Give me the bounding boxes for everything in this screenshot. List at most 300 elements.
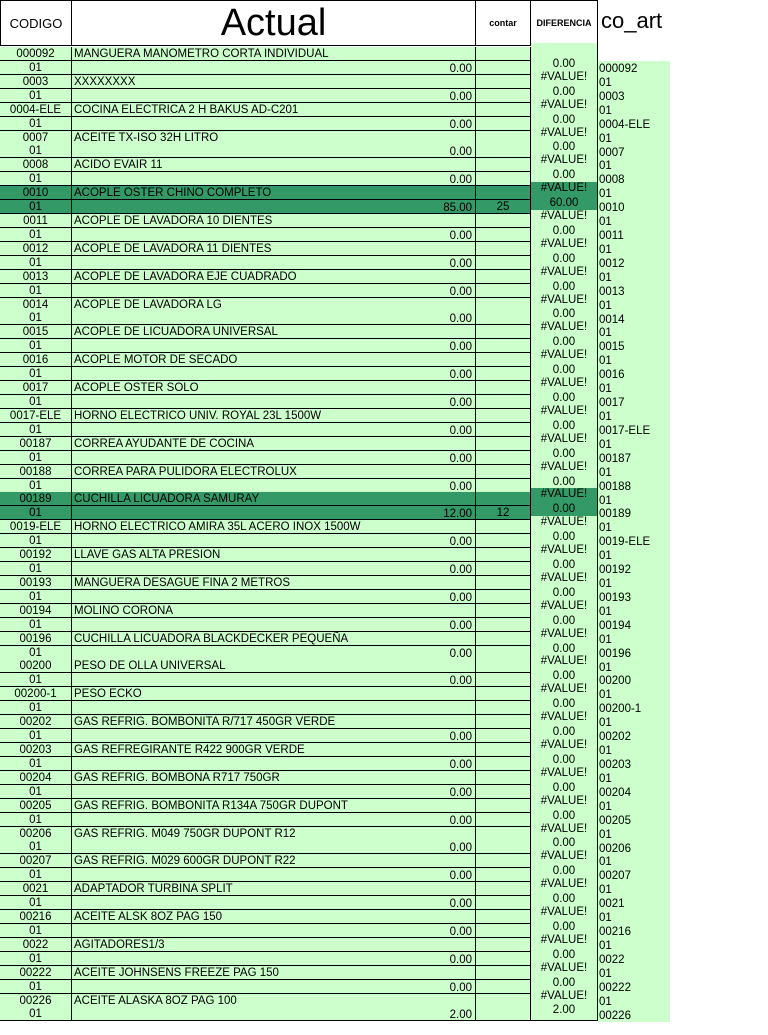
item-diferencia-value-cell[interactable]: 0.00 [531,865,598,882]
item-code-cell[interactable]: 0008 [0,158,72,172]
item-description-cell[interactable]: MANGUERA MANOMETRO CORTA INDIVIDUAL [72,47,476,61]
item-contar-cell[interactable] [476,687,531,701]
item-subcode-cell[interactable]: 01 [0,451,72,465]
item-subcode-cell[interactable]: 01 [0,840,72,854]
item-subcode-cell[interactable]: 01 [0,172,72,186]
item-diferencia-value-cell[interactable]: 0.00 [531,587,598,604]
item-diferencia-value-cell[interactable]: 0.00 [531,782,598,799]
item-code-cell[interactable]: 0003 [0,75,72,89]
item-subcode-cell[interactable]: 01 [0,144,72,158]
item-diferencia-cell[interactable]: #VALUE! [531,711,598,729]
item-contar-value-cell[interactable] [476,423,531,437]
item-contar-cell[interactable] [476,409,531,423]
item-description-cell[interactable]: LLAVE GAS ALTA PRESION [72,548,476,562]
item-code-cell[interactable]: 0021 [0,882,72,896]
item-description-cell[interactable]: ACIDO EVAIR 11 [72,158,476,172]
item-contar-value-cell[interactable] [476,1007,531,1021]
item-contar-cell[interactable] [476,576,531,590]
item-code-cell[interactable]: 00200 [0,659,72,673]
item-diferencia-value-cell[interactable]: 0.00 [531,225,598,242]
item-description-cell[interactable]: ACOPLE MOTOR DE SECADO [72,353,476,367]
item-diferencia-value-cell[interactable]: 0.00 [531,281,598,298]
item-contar-value-cell[interactable] [476,924,531,938]
item-subcode-cell[interactable]: 01 [0,757,72,771]
item-contar-value-cell[interactable] [476,284,531,298]
co-art-code-cell[interactable]: 0012 [599,257,625,270]
co-art-sub-cell[interactable]: 01 [599,661,612,674]
item-contar-cell[interactable] [476,298,531,312]
item-contar-cell[interactable] [476,604,531,618]
item-contar-cell[interactable] [476,938,531,952]
item-diferencia-value-cell[interactable]: 0.00 [531,698,598,715]
co-art-sub-cell[interactable]: 01 [599,383,612,396]
item-contar-value-cell[interactable] [476,395,531,409]
co-art-sub-cell[interactable]: 01 [599,327,612,340]
item-description-cell[interactable]: ACOPLE DE LAVADORA 10 DIENTES [72,214,476,228]
item-contar-cell[interactable] [476,353,531,367]
co-art-sub-cell[interactable]: 01 [599,550,612,563]
item-diferencia-cell[interactable]: #VALUE! [531,99,598,117]
item-code-cell[interactable]: 00206 [0,827,72,841]
item-actual-value-cell[interactable]: 0.00 [72,339,476,353]
item-diferencia-value-cell[interactable]: 0.00 [531,253,598,270]
item-diferencia-cell[interactable]: #VALUE! [531,544,598,562]
item-description-cell[interactable]: ACOPLE DE LICUADORA UNIVERSAL [72,325,476,339]
item-subcode-cell[interactable]: 01 [0,952,72,966]
item-actual-value-cell[interactable]: 0.00 [72,117,476,131]
co-art-code-cell[interactable]: 0003 [599,90,625,103]
item-contar-value-cell[interactable] [476,980,531,994]
item-code-cell[interactable]: 00204 [0,771,72,785]
co-art-code-cell[interactable]: 00203 [599,759,631,771]
item-subcode-cell[interactable]: 01 [0,646,72,660]
item-subcode-cell[interactable]: 01 [0,395,72,409]
co-art-sub-cell[interactable]: 01 [599,216,612,229]
column-header-actual[interactable]: Actual [72,0,476,46]
item-contar-value-cell[interactable] [476,144,531,158]
item-code-cell[interactable]: 0017-ELE [0,409,72,423]
co-art-code-cell[interactable]: 0017 [599,397,625,410]
item-description-cell[interactable]: PESO ECKO [72,687,476,701]
item-code-cell[interactable]: 0015 [0,325,72,339]
co-art-code-cell[interactable]: 0008 [599,174,625,187]
item-diferencia-cell[interactable]: #VALUE! [531,683,598,701]
item-subcode-cell[interactable]: 01 [0,479,72,493]
item-subcode-cell[interactable]: 01 [0,89,72,103]
item-subcode-cell[interactable]: 01 [0,61,72,75]
item-diferencia-cell[interactable]: #VALUE! [531,127,598,145]
co-art-code-cell[interactable]: 00194 [599,619,631,632]
co-art-sub-cell[interactable]: 01 [599,995,612,1008]
co-art-sub-cell[interactable]: 01 [599,188,612,201]
item-diferencia-value-cell[interactable]: 0.00 [531,559,598,576]
item-code-cell[interactable]: 00202 [0,715,72,729]
item-actual-value-cell[interactable]: 0.00 [72,673,476,687]
item-contar-value-cell[interactable] [476,896,531,910]
item-code-cell[interactable]: 00226 [0,994,72,1008]
item-contar-cell[interactable] [476,270,531,284]
item-actual-value-cell[interactable]: 85.00 [72,200,476,214]
item-subcode-cell[interactable]: 01 [0,256,72,270]
item-diferencia-cell[interactable]: #VALUE! [531,934,598,952]
item-diferencia-cell[interactable]: #VALUE! [531,377,598,395]
item-contar-value-cell[interactable] [476,952,531,966]
co-art-code-cell[interactable]: 00193 [599,591,631,604]
column-header-contar[interactable]: contar [476,0,531,46]
co-art-sub-cell[interactable]: 01 [599,828,612,841]
item-subcode-cell[interactable]: 01 [0,785,72,799]
item-diferencia-value-cell[interactable]: 0.00 [531,949,598,966]
co-art-sub-cell[interactable]: 01 [599,912,612,925]
item-diferencia-value-cell[interactable]: 0.00 [531,476,598,493]
item-actual-value-cell[interactable]: 0.00 [72,89,476,103]
item-code-cell[interactable]: 00187 [0,437,72,451]
item-diferencia-value-cell[interactable]: 0.00 [531,364,598,381]
item-contar-value-cell[interactable] [476,534,531,548]
item-diferencia-value-cell[interactable]: 0.00 [531,643,598,660]
item-actual-value-cell[interactable]: 2.00 [72,1007,476,1021]
co-art-sub-cell[interactable]: 01 [599,689,612,702]
item-description-cell[interactable]: AGITADORES1/3 [72,938,476,952]
item-actual-value-cell[interactable]: 0.00 [72,284,476,298]
item-contar-value-cell[interactable] [476,117,531,131]
item-diferencia-cell[interactable]: #VALUE! [531,294,598,312]
item-diferencia-value-cell[interactable]: 0.00 [531,58,598,75]
item-subcode-cell[interactable]: 01 [0,200,72,214]
item-diferencia-value-cell[interactable]: 0.00 [531,977,598,994]
co-art-sub-cell[interactable]: 01 [599,856,612,869]
co-art-code-cell[interactable]: 0015 [599,341,625,354]
co-art-code-cell[interactable]: 0004-ELE [599,118,651,131]
item-contar-cell[interactable] [476,994,531,1008]
item-code-cell[interactable]: 00194 [0,604,72,618]
item-diferencia-value-cell[interactable]: 0.00 [531,86,598,103]
item-description-cell[interactable]: MOLINO CORONA [72,604,476,618]
item-diferencia-value-cell[interactable]: 0.00 [531,336,598,353]
item-subcode-cell[interactable]: 01 [0,618,72,632]
item-code-cell[interactable]: 00207 [0,854,72,868]
item-actual-value-cell[interactable]: 0.00 [72,562,476,576]
item-contar-value-cell[interactable] [476,646,531,660]
co-art-code-cell[interactable]: 00196 [599,647,631,660]
column-header-diferencia[interactable]: DIFERENCIA [531,0,598,46]
item-contar-value-cell[interactable] [476,785,531,799]
item-diferencia-cell[interactable]: #VALUE! [531,739,598,757]
item-contar-cell[interactable] [476,910,531,924]
item-contar-cell[interactable] [476,771,531,785]
item-description-cell[interactable]: GAS REFRIG. BOMBONITA R134A 750GR DUPONT [72,799,476,813]
item-diferencia-value-cell[interactable]: 0.00 [531,670,598,687]
item-description-cell[interactable]: ACEITE TX-ISO 32H LITRO [72,131,476,145]
item-code-cell[interactable]: 00216 [0,910,72,924]
co-art-code-cell[interactable]: 00206 [599,842,631,855]
item-code-cell[interactable]: 00205 [0,799,72,813]
item-contar-value-cell[interactable] [476,840,531,854]
co-art-code-cell[interactable]: 00216 [599,926,631,939]
item-diferencia-cell[interactable]: #VALUE! [531,600,598,618]
item-contar-value-cell[interactable] [476,172,531,186]
item-subcode-cell[interactable]: 01 [0,813,72,827]
co-art-code-cell[interactable]: 00207 [599,870,631,883]
item-description-cell[interactable]: ACEITE ALSK 8OZ PAG 150 [72,910,476,924]
item-contar-cell[interactable] [476,75,531,89]
item-actual-value-cell[interactable]: 0.00 [72,256,476,270]
item-code-cell[interactable]: 000092 [0,47,72,61]
item-actual-value-cell[interactable]: 0.00 [72,61,476,75]
item-code-cell[interactable]: 0014 [0,298,72,312]
item-code-cell[interactable]: 0004-ELE [0,103,72,117]
co-art-sub-cell[interactable]: 01 [599,800,612,813]
co-art-sub-cell[interactable]: 01 [599,522,612,535]
item-description-cell[interactable]: CUCHILLA LICUADORA BLACKDECKER PEQUEÑA [72,632,476,646]
item-description-cell[interactable]: GAS REFRIG. BOMBONA R717 750GR [72,771,476,785]
co-art-code-cell[interactable]: 0011 [599,230,624,243]
item-contar-value-cell[interactable] [476,590,531,604]
co-art-sub-cell[interactable]: 01 [599,271,612,284]
item-code-cell[interactable]: 00193 [0,576,72,590]
item-code-cell[interactable]: 0011 [0,214,72,228]
item-diferencia-cell[interactable]: #VALUE! [531,990,598,1008]
item-actual-value-cell[interactable]: 12.00 [72,506,476,520]
item-code-cell[interactable]: 00196 [0,632,72,646]
co-art-code-cell[interactable]: 00200-1 [599,703,642,716]
item-subcode-cell[interactable]: 01 [0,367,72,381]
item-actual-value-cell[interactable]: 0.00 [72,980,476,994]
item-contar-cell[interactable] [476,325,531,339]
co-art-sub-cell[interactable]: 01 [599,884,612,897]
item-diferencia-cell[interactable]: #VALUE! [531,405,598,423]
item-diferencia-cell[interactable]: #VALUE! [531,906,598,924]
item-diferencia-cell[interactable]: #VALUE! [531,823,598,841]
item-subcode-cell[interactable]: 01 [0,868,72,882]
item-code-cell[interactable]: 00189 [0,492,72,506]
item-diferencia-value-cell[interactable]: 0.00 [531,531,598,548]
item-subcode-cell[interactable]: 01 [0,896,72,910]
item-subcode-cell[interactable]: 01 [0,701,72,715]
item-diferencia-value-cell[interactable]: 0.00 [531,921,598,938]
co-art-sub-cell[interactable]: 01 [599,299,612,312]
item-description-cell[interactable]: ACOPLE DE LAVADORA 11 DIENTES [72,242,476,256]
co-art-code-cell[interactable]: 0017-ELE [599,424,651,437]
item-diferencia-cell[interactable]: #VALUE! [531,516,598,534]
item-contar-value-cell[interactable]: 12 [476,506,531,520]
item-diferencia-cell[interactable]: #VALUE! [531,962,598,980]
co-art-code-cell[interactable]: 00226 [599,1009,631,1022]
item-actual-value-cell[interactable]: 0.00 [72,646,476,660]
item-contar-cell[interactable] [476,465,531,479]
co-art-code-cell[interactable]: 00187 [599,452,631,465]
item-actual-value-cell[interactable]: 0.00 [72,311,476,325]
item-subcode-cell[interactable]: 01 [0,534,72,548]
item-code-cell[interactable]: 0016 [0,353,72,367]
co-art-sub-cell[interactable]: 01 [599,772,612,785]
item-diferencia-value-cell[interactable]: 0.00 [531,308,598,325]
item-diferencia-value-cell[interactable]: 0.00 [531,503,598,520]
item-subcode-cell[interactable]: 01 [0,1007,72,1021]
item-actual-value-cell[interactable]: 0.00 [72,840,476,854]
co-art-code-cell[interactable]: 0016 [599,369,625,382]
item-description-cell[interactable]: HORNO ELECTRICO UNIV. ROYAL 23L 1500W [72,409,476,423]
item-code-cell[interactable]: 00192 [0,548,72,562]
co-art-sub-cell[interactable]: 01 [599,967,612,980]
item-actual-value-cell[interactable]: 0.00 [72,757,476,771]
item-code-cell[interactable]: 0013 [0,270,72,284]
item-subcode-cell[interactable]: 01 [0,339,72,353]
item-diferencia-value-cell[interactable]: 60.00 [531,197,598,214]
item-diferencia-value-cell[interactable]: 0.00 [531,420,598,437]
item-contar-cell[interactable] [476,520,531,534]
item-description-cell[interactable]: XXXXXXXX [72,75,476,89]
item-description-cell[interactable]: MANGUERA DESAGUE FINA 2 METROS [72,576,476,590]
co-art-sub-cell[interactable]: 01 [599,633,612,646]
item-description-cell[interactable]: PESO DE OLLA UNIVERSAL [72,659,476,673]
item-diferencia-cell[interactable]: #VALUE! [531,572,598,590]
item-contar-value-cell[interactable] [476,256,531,270]
item-contar-value-cell[interactable] [476,339,531,353]
item-description-cell[interactable]: ACOPLE OSTER CHINO COMPLETO [72,186,476,200]
item-description-cell[interactable]: CORREA PARA PULIDORA ELECTROLUX [72,465,476,479]
item-actual-value-cell[interactable]: 0.00 [72,144,476,158]
item-description-cell[interactable]: ACOPLE DE LAVADORA EJE CUADRADO [72,270,476,284]
co-art-sub-cell[interactable]: 01 [599,104,612,117]
co-art-code-cell[interactable]: 0022 [599,953,625,966]
item-contar-cell[interactable] [476,743,531,757]
co-art-code-cell[interactable]: 00222 [599,981,631,994]
item-contar-cell[interactable] [476,548,531,562]
item-diferencia-cell[interactable]: #VALUE! [531,182,598,200]
co-art-code-cell[interactable]: 0007 [599,146,625,159]
co-art-sub-cell[interactable]: 01 [599,243,612,256]
item-diferencia-cell[interactable]: #VALUE! [531,767,598,785]
item-diferencia-cell[interactable]: #VALUE! [531,71,598,89]
item-contar-cell[interactable] [476,827,531,841]
item-diferencia-cell[interactable]: #VALUE! [531,266,598,284]
item-diferencia-value-cell[interactable]: 0.00 [531,169,598,186]
item-contar-cell[interactable] [476,103,531,117]
item-description-cell[interactable]: CORREA AYUDANTE DE COCINA [72,437,476,451]
item-contar-cell[interactable] [476,214,531,228]
item-contar-value-cell[interactable] [476,729,531,743]
item-diferencia-cell[interactable]: #VALUE! [531,850,598,868]
item-description-cell[interactable]: ACEITE ALASKA 8OZ PAG 100 [72,994,476,1008]
item-contar-cell[interactable] [476,242,531,256]
item-diferencia-value-cell[interactable]: 0.00 [531,726,598,743]
item-subcode-cell[interactable]: 01 [0,117,72,131]
item-description-cell[interactable]: HORNO ELECTRICO AMIRA 35L ACERO INOX 1500W [72,520,476,534]
item-contar-value-cell[interactable] [476,813,531,827]
item-actual-value-cell[interactable]: 0.00 [72,813,476,827]
item-contar-cell[interactable] [476,47,531,61]
item-actual-value-cell[interactable] [72,701,476,715]
co-art-sub-cell[interactable]: 01 [599,160,612,173]
item-contar-cell[interactable] [476,882,531,896]
co-art-code-cell[interactable]: 0014 [599,313,625,326]
item-actual-value-cell[interactable]: 0.00 [72,172,476,186]
item-actual-value-cell[interactable]: 0.00 [72,228,476,242]
item-actual-value-cell[interactable]: 0.00 [72,423,476,437]
item-subcode-cell[interactable]: 01 [0,562,72,576]
item-contar-cell[interactable] [476,632,531,646]
item-actual-value-cell[interactable]: 0.00 [72,367,476,381]
item-description-cell[interactable]: COCINA ELECTRICA 2 H BAKUS AD-C201 [72,103,476,117]
item-actual-value-cell[interactable]: 0.00 [72,534,476,548]
co-art-code-cell[interactable]: 00192 [599,564,631,577]
item-code-cell[interactable]: 00203 [0,743,72,757]
item-contar-value-cell[interactable] [476,228,531,242]
item-contar-value-cell[interactable] [476,868,531,882]
item-actual-value-cell[interactable]: 0.00 [72,924,476,938]
item-code-cell[interactable]: 0010 [0,186,72,200]
co-art-code-cell[interactable]: 00202 [599,731,631,744]
item-contar-value-cell[interactable] [476,479,531,493]
item-contar-value-cell[interactable] [476,311,531,325]
item-actual-value-cell[interactable]: 0.00 [72,896,476,910]
item-description-cell[interactable]: GAS REFRIG. M049 750GR DUPONT R12 [72,827,476,841]
item-code-cell[interactable]: 0022 [0,938,72,952]
item-diferencia-cell[interactable]: #VALUE! [531,433,598,451]
item-contar-value-cell[interactable] [476,701,531,715]
item-description-cell[interactable]: ACOPLE DE LAVADORA LG [72,298,476,312]
co-art-code-cell[interactable]: 00205 [599,814,631,827]
item-subcode-cell[interactable]: 01 [0,311,72,325]
item-diferencia-value-cell[interactable]: 0.00 [531,810,598,827]
item-contar-value-cell[interactable] [476,618,531,632]
item-contar-cell[interactable] [476,131,531,145]
co-art-sub-cell[interactable]: 01 [599,494,612,507]
item-actual-value-cell[interactable]: 0.00 [72,451,476,465]
co-art-sub-cell[interactable]: 01 [599,411,612,423]
co-art-sub-cell[interactable] [598,1021,670,1035]
co-art-code-cell[interactable]: 0021 [599,898,625,911]
item-description-cell[interactable]: ACEITE JOHNSENS FREEZE PAG 150 [72,966,476,980]
item-description-cell[interactable]: GAS REFRIG. M029 600GR DUPONT R22 [72,854,476,868]
item-contar-cell[interactable] [476,186,531,200]
item-diferencia-value-cell[interactable]: 0.00 [531,392,598,409]
co-art-code-cell[interactable]: 00204 [599,786,631,799]
item-subcode-cell[interactable]: 01 [0,423,72,437]
item-code-cell[interactable]: 0012 [0,242,72,256]
co-art-sub-cell[interactable]: 01 [599,578,612,591]
item-code-cell[interactable]: 00188 [0,465,72,479]
item-actual-value-cell[interactable]: 0.00 [72,729,476,743]
item-contar-cell[interactable] [476,799,531,813]
item-diferencia-cell[interactable]: #VALUE! [531,210,598,228]
item-description-cell[interactable]: GAS REFRIG. BOMBONITA R/717 450GR VERDE [72,715,476,729]
co-art-sub-cell[interactable]: 01 [599,605,612,618]
co-art-sub-cell[interactable]: 01 [599,745,612,758]
item-subcode-cell[interactable]: 01 [0,590,72,604]
item-subcode-cell[interactable]: 01 [0,506,72,520]
item-contar-cell[interactable] [476,158,531,172]
item-contar-cell[interactable] [476,854,531,868]
item-contar-cell[interactable] [476,381,531,395]
item-subcode-cell[interactable]: 01 [0,673,72,687]
item-diferencia-cell[interactable]: #VALUE! [531,461,598,479]
item-actual-value-cell[interactable]: 0.00 [72,479,476,493]
co-art-sub-cell[interactable]: 01 [599,355,612,368]
item-subcode-cell[interactable]: 01 [0,228,72,242]
item-subcode-cell[interactable]: 01 [0,980,72,994]
item-contar-value-cell[interactable] [476,673,531,687]
item-code-cell[interactable]: 0019-ELE [0,520,72,534]
item-actual-value-cell[interactable]: 0.00 [72,618,476,632]
item-contar-value-cell[interactable]: 25 [476,200,531,214]
item-actual-value-cell[interactable]: 0.00 [72,590,476,604]
column-header-co-art[interactable]: co_art [601,8,663,33]
item-diferencia-cell[interactable]: #VALUE! [531,321,598,339]
item-diferencia-cell[interactable]: #VALUE! [531,238,598,256]
item-subcode-cell[interactable]: 01 [0,924,72,938]
